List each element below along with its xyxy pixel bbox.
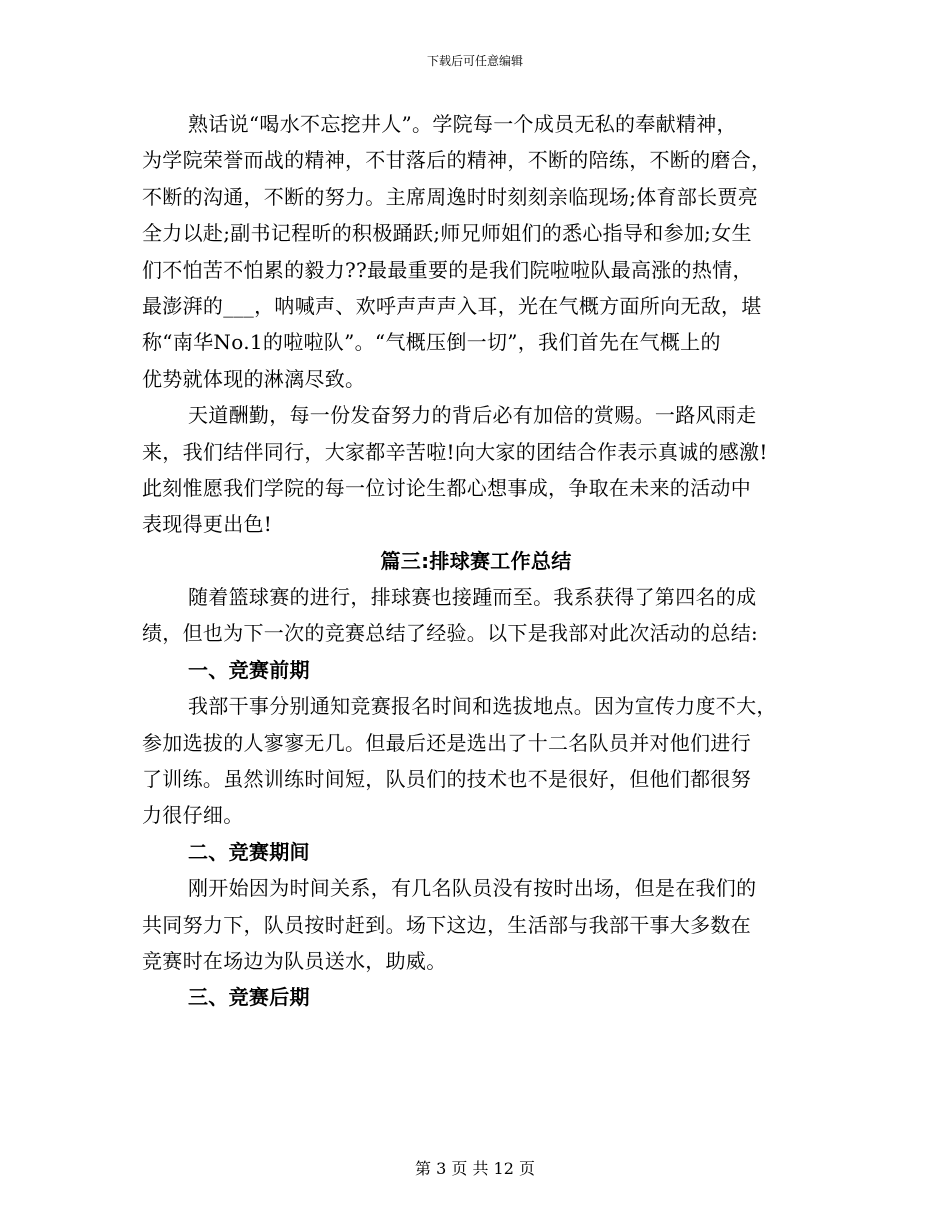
paragraph-line: 为学院荣誉而战的精神，不甘落后的精神，不断的陪练，不断的磨合， (142, 148, 772, 173)
subheading-pre-competition: 一、竞赛前期 (188, 657, 310, 682)
page-number: 第 3 页 共 12 页 (415, 1159, 535, 1178)
paragraph-line: 此刻惟愿我们学院的每一位讨论生都心想事成，争取在未来的活动中 (142, 475, 751, 500)
document-body (142, 106, 810, 1016)
paragraph-line: 称“南华No.1的啦啦队”。“气概压倒一切”，我们首先在气概上的 (142, 330, 721, 355)
paragraph-line: 天道酬勤，每一份发奋努力的背后必有加倍的赏赐。一路风雨走 (188, 403, 757, 428)
paragraph-line: 力很仔细。 (142, 803, 244, 828)
paragraph-line: 们不怕苦不怕累的毅力??最最重要的是我们院啦啦队最高涨的热情， (142, 257, 753, 282)
paragraph-line: 绩，但也为下一次的竞赛总结了经验。以下是我部对此次活动的总结: (142, 621, 759, 646)
paragraph-line: 了训练。虽然训练时间短，队员们的技术也不是很好，但他们都很努 (142, 767, 751, 792)
subheading-during-competition: 二、竞赛期间 (188, 839, 310, 864)
paragraph-line: 全力以赴;副书记程昕的积极踊跃;师兄师姐们的悉心指导和参加;女生 (142, 221, 752, 246)
paragraph-line: 刚开始因为时间关系，有几名队员没有按时出场，但是在我们的 (188, 876, 757, 901)
paragraph-line: 熟话说“喝水不忘挖井人”。学院每一个成员无私的奉献精神， (188, 112, 737, 136)
paragraph-line: 随着篮球赛的进行，排球赛也接踵而至。我系获得了第四名的成 (188, 585, 757, 610)
section-title: 篇三:排球赛工作总结 (380, 548, 572, 573)
paragraph-line: 优势就体现的淋漓尽致。 (142, 366, 366, 391)
paragraph-line: 表现得更出色! (142, 512, 273, 537)
paragraph-line: 共同努力下，队员按时赶到。场下这边，生活部与我部干事大多数在 (142, 912, 751, 937)
header-note: 下载后可任意编辑 (426, 54, 523, 68)
paragraph-line: 最澎湃的___，呐喊声、欢呼声声声入耳，光在气概方面所向无敌，堪 (142, 293, 762, 318)
paragraph-line: 我部干事分别通知竞赛报名时间和选拔地点。因为宣传力度不大， (188, 694, 777, 719)
paragraph-line: 参加选拔的人寥寥无几。但最后还是选出了十二名队员并对他们进行 (142, 730, 751, 755)
paragraph-line: 不断的沟通，不断的努力。主席周逸时时刻刻亲临现场;体育部长贾亮 (142, 184, 759, 209)
subheading-post-competition: 三、竞赛后期 (188, 985, 310, 1010)
paragraph-line: 来，我们结伴同行，大家都辛苦啦!向大家的团结合作表示真诚的感激! (142, 439, 768, 464)
paragraph-line: 竞赛时在场边为队员送水，助威。 (142, 948, 447, 973)
